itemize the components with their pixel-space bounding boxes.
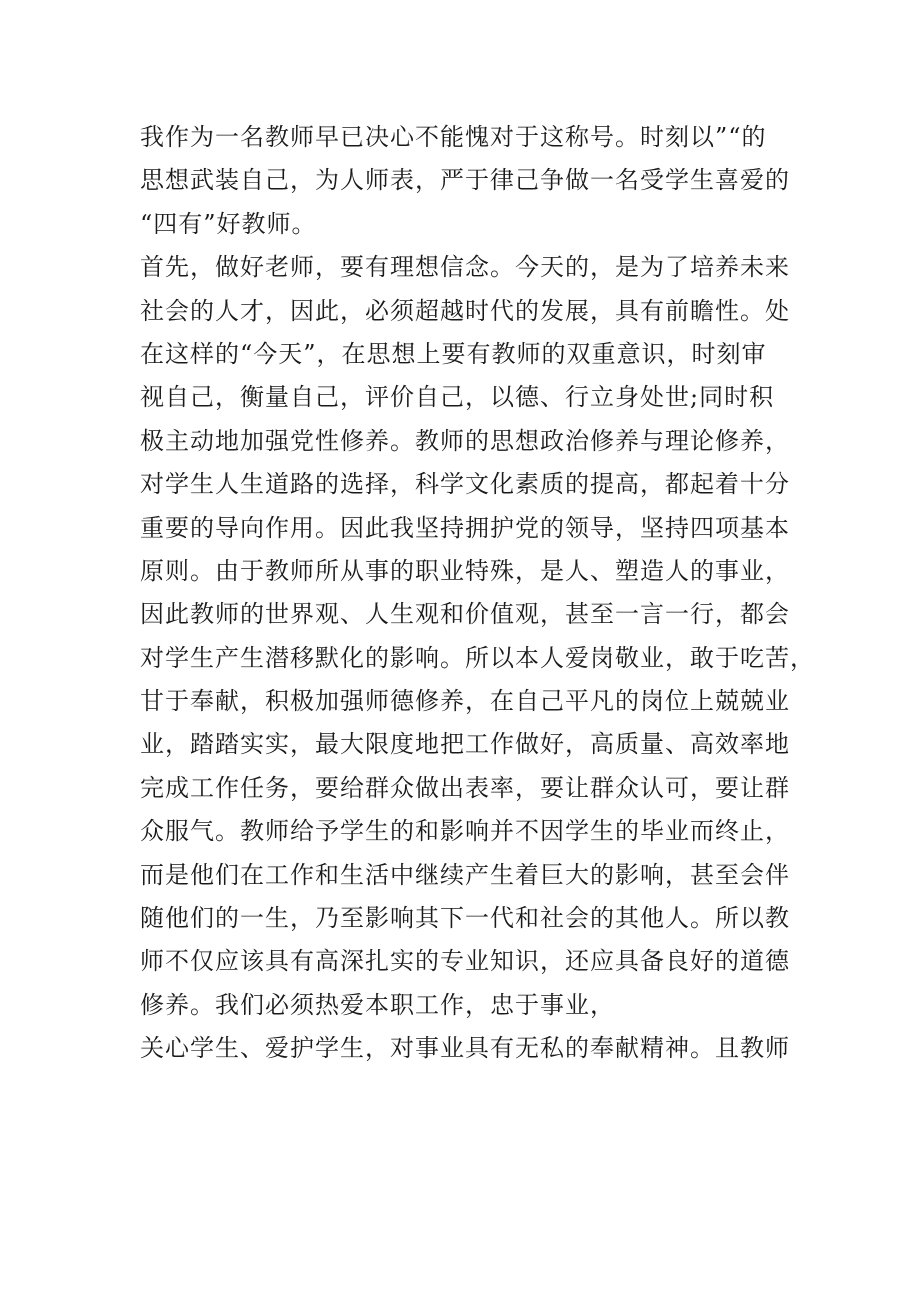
text-line: 因此教师的世界观、人生观和价值观，甚至一言一行，都会 (140, 600, 790, 629)
text-line: 众服气。教师给予学生的和影响并不因学生的毕业而终止， (140, 817, 790, 846)
text-line: 极主动地加强党性修养。教师的思想政治修养与理论修养， (140, 426, 790, 455)
text-line: 随他们的一生，乃至影响其下一代和社会的其他人。所以教 (140, 904, 790, 933)
text-line: “四有”好教师。 (140, 209, 317, 238)
text-line: 完成工作任务，要给群众做出表率，要让群众认可，要让群 (140, 773, 790, 802)
body-text (140, 116, 815, 1071)
text-line: 师不仅应该具有高深扎实的专业知识，还应具备良好的道德 (140, 947, 790, 976)
text-line: 关心学生、爱护学生，对事业具有无私的奉献精神。且教师 (140, 1034, 790, 1063)
text-line: 在这样的“今天”，在思想上要有教师的双重意识，时刻审 (140, 339, 767, 368)
text-line: 首先，做好老师，要有理想信念。今天的，是为了培养未来 (140, 253, 790, 282)
text-line: 而是他们在工作和生活中继续产生着巨大的影响，甚至会伴 (140, 860, 790, 889)
text-line: 社会的人才，因此，必须超越时代的发展，具有前瞻性。处 (140, 296, 790, 325)
text-line: 业，踏踏实实，最大限度地把工作做好，高质量、高效率地 (140, 730, 790, 759)
text-line: 修养。我们必须热爱本职工作，忠于事业， (140, 990, 615, 1019)
text-line: 原则。由于教师所从事的职业特殊，是人、塑造人的事业， (140, 556, 790, 585)
text-line: 我作为一名教师早已决心不能愧对于这称号。时刻以”“的 (140, 123, 767, 151)
text-line: 甘于奉献，积极加强师德修养，在自己平凡的岗位上兢兢业 (140, 687, 790, 716)
text-line: 视自己，衡量自己，评价自己，以德、行立身处世;同时积 (140, 383, 775, 412)
text-line: 思想武装自己，为人师表，严于律己争做一名受学生喜爱的 (140, 166, 790, 195)
text-line: 重要的导向作用。因此我坚持拥护党的领导，坚持四项基本 (140, 513, 790, 542)
text-line: 对学生人生道路的选择，科学文化素质的提高，都起着十分 (140, 470, 790, 499)
text-line: 对学生产生潜移默化的影响。所以本人爱岗敬业，敢于吃苦， (140, 643, 815, 672)
